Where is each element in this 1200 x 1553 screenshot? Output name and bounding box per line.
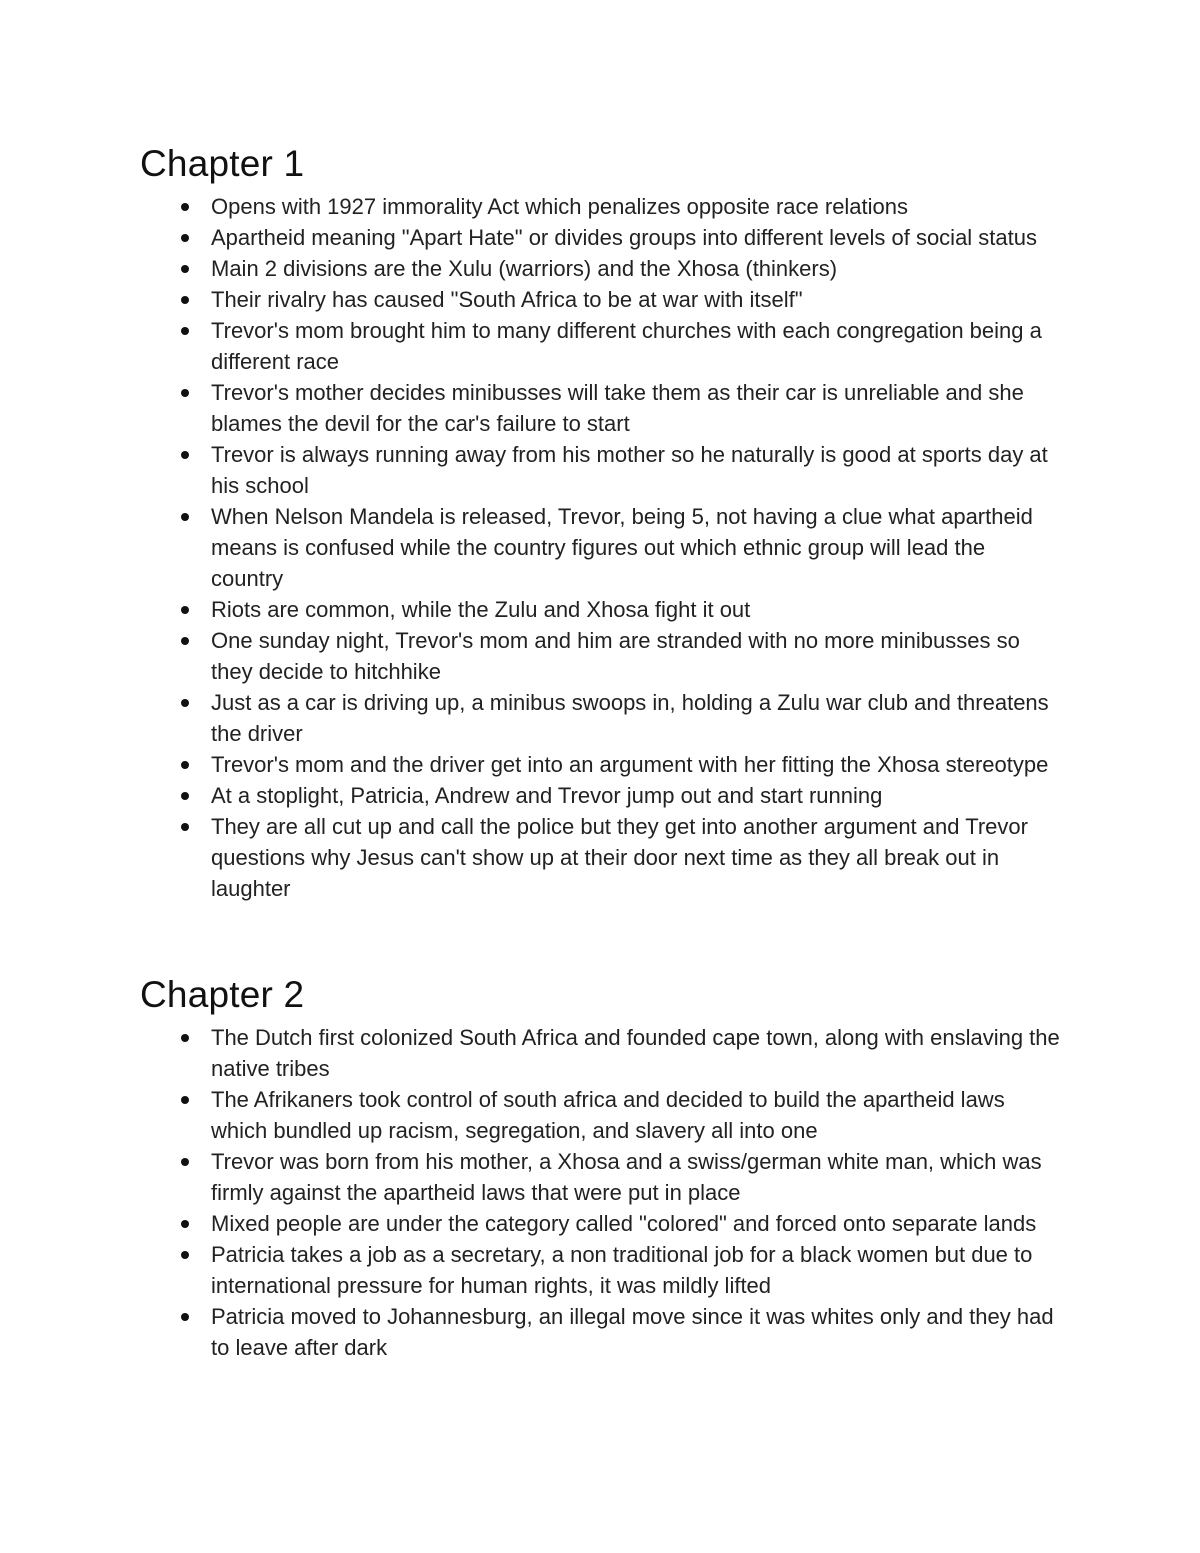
- list-item-text: At a stoplight, Patricia, Andrew and Trevor jump out and start running: [211, 783, 883, 808]
- list-item: [140, 594, 1060, 625]
- chapter-1-heading: Chapter 1: [140, 143, 305, 184]
- list-item: [140, 377, 1060, 439]
- list-item-text: Apartheid meaning "Apart Hate" or divides groups into different levels of social status: [211, 225, 1037, 250]
- bullet-icon: [181, 1158, 189, 1166]
- bullet-icon: [181, 1220, 189, 1228]
- list-item-text: Opens with 1927 immorality Act which penalizes opposite race relations: [211, 194, 909, 219]
- list-item: [140, 1084, 1060, 1146]
- bullet-icon: [181, 699, 189, 707]
- bullet-icon: [181, 265, 189, 273]
- chapter-1-notes-list: [140, 191, 1060, 904]
- list-item-text: Trevor was born from his mother, a Xhosa and a swiss/german white man, which was firmly against the apartheid laws that were put in place: [211, 1149, 1042, 1205]
- list-item-text: When Nelson Mandela is released, Trevor, being 5, not having a clue what apartheid means is confused while the country figures out which ethnic group will lead the country: [211, 504, 1033, 591]
- bullet-icon: [181, 451, 189, 459]
- list-item: [140, 501, 1060, 594]
- bullet-icon: [181, 234, 189, 242]
- bullet-icon: [181, 761, 189, 769]
- bullet-icon: [181, 1251, 189, 1259]
- list-item-text: They are all cut up and call the police but they get into another argument and Trevor questions why Jesus can't show up at their door next time as they all break out in laughter: [211, 814, 1028, 901]
- list-item: [140, 1146, 1060, 1208]
- list-item-text: Patricia takes a job as a secretary, a non traditional job for a black women but due to international pressure for human rights, it was mildly lifted: [211, 1242, 1033, 1298]
- list-item-text: Trevor is always running away from his mother so he naturally is good at sports day at his school: [211, 442, 1048, 498]
- list-item-text: Their rivalry has caused "South Africa to be at war with itself": [211, 287, 803, 312]
- bullet-icon: [181, 1034, 189, 1042]
- list-item-text: Patricia moved to Johannesburg, an illegal move since it was whites only and they had to leave after dark: [211, 1304, 1054, 1360]
- bullet-icon: [181, 1313, 189, 1321]
- list-item-text: Trevor's mother decides minibusses will take them as their car is unreliable and she blames the devil for the car's failure to start: [211, 380, 1024, 436]
- list-item: [140, 687, 1060, 749]
- chapter-2-notes-list: [140, 1022, 1060, 1363]
- bullet-icon: [181, 327, 189, 335]
- list-item: [140, 315, 1060, 377]
- bullet-icon: [181, 513, 189, 521]
- list-item: [140, 1208, 1060, 1239]
- list-item: [140, 1301, 1060, 1363]
- bullet-icon: [181, 203, 189, 211]
- bullet-icon: [181, 823, 189, 831]
- bullet-icon: [181, 1096, 189, 1104]
- bullet-icon: [181, 296, 189, 304]
- chapter-2-heading: Chapter 2: [140, 974, 305, 1015]
- list-item: [140, 811, 1060, 904]
- list-item-text: Trevor's mom and the driver get into an argument with her fitting the Xhosa stereotype: [211, 752, 1049, 777]
- chapter-1-section: [140, 142, 1060, 904]
- list-item-text: The Dutch first colonized South Africa and founded cape town, along with enslaving the native tribes: [211, 1025, 1060, 1081]
- list-item: [140, 625, 1060, 687]
- list-item: [140, 191, 1060, 222]
- list-item: [140, 284, 1060, 315]
- list-item-text: One sunday night, Trevor's mom and him are stranded with no more minibusses so they decide to hitchhike: [211, 628, 1020, 684]
- list-item: [140, 749, 1060, 780]
- list-item-text: Mixed people are under the category called "colored" and forced onto separate lands: [211, 1211, 1037, 1236]
- bullet-icon: [181, 389, 189, 397]
- list-item: [140, 253, 1060, 284]
- list-item-text: Trevor's mom brought him to many different churches with each congregation being a different race: [211, 318, 1042, 374]
- bullet-icon: [181, 606, 189, 614]
- list-item-text: Riots are common, while the Zulu and Xhosa fight it out: [211, 597, 751, 622]
- list-item-text: The Afrikaners took control of south africa and decided to build the apartheid laws which bundled up racism, segregation, and slavery all into one: [211, 1087, 1005, 1143]
- bullet-icon: [181, 637, 189, 645]
- list-item: [140, 1022, 1060, 1084]
- list-item: [140, 439, 1060, 501]
- list-item: [140, 780, 1060, 811]
- list-item: [140, 1239, 1060, 1301]
- chapter-2-section: [140, 973, 1060, 1363]
- list-item-text: Just as a car is driving up, a minibus swoops in, holding a Zulu war club and threatens the driver: [211, 690, 1049, 746]
- bullet-icon: [181, 792, 189, 800]
- list-item-text: Main 2 divisions are the Xulu (warriors) and the Xhosa (thinkers): [211, 256, 838, 281]
- list-item: [140, 222, 1060, 253]
